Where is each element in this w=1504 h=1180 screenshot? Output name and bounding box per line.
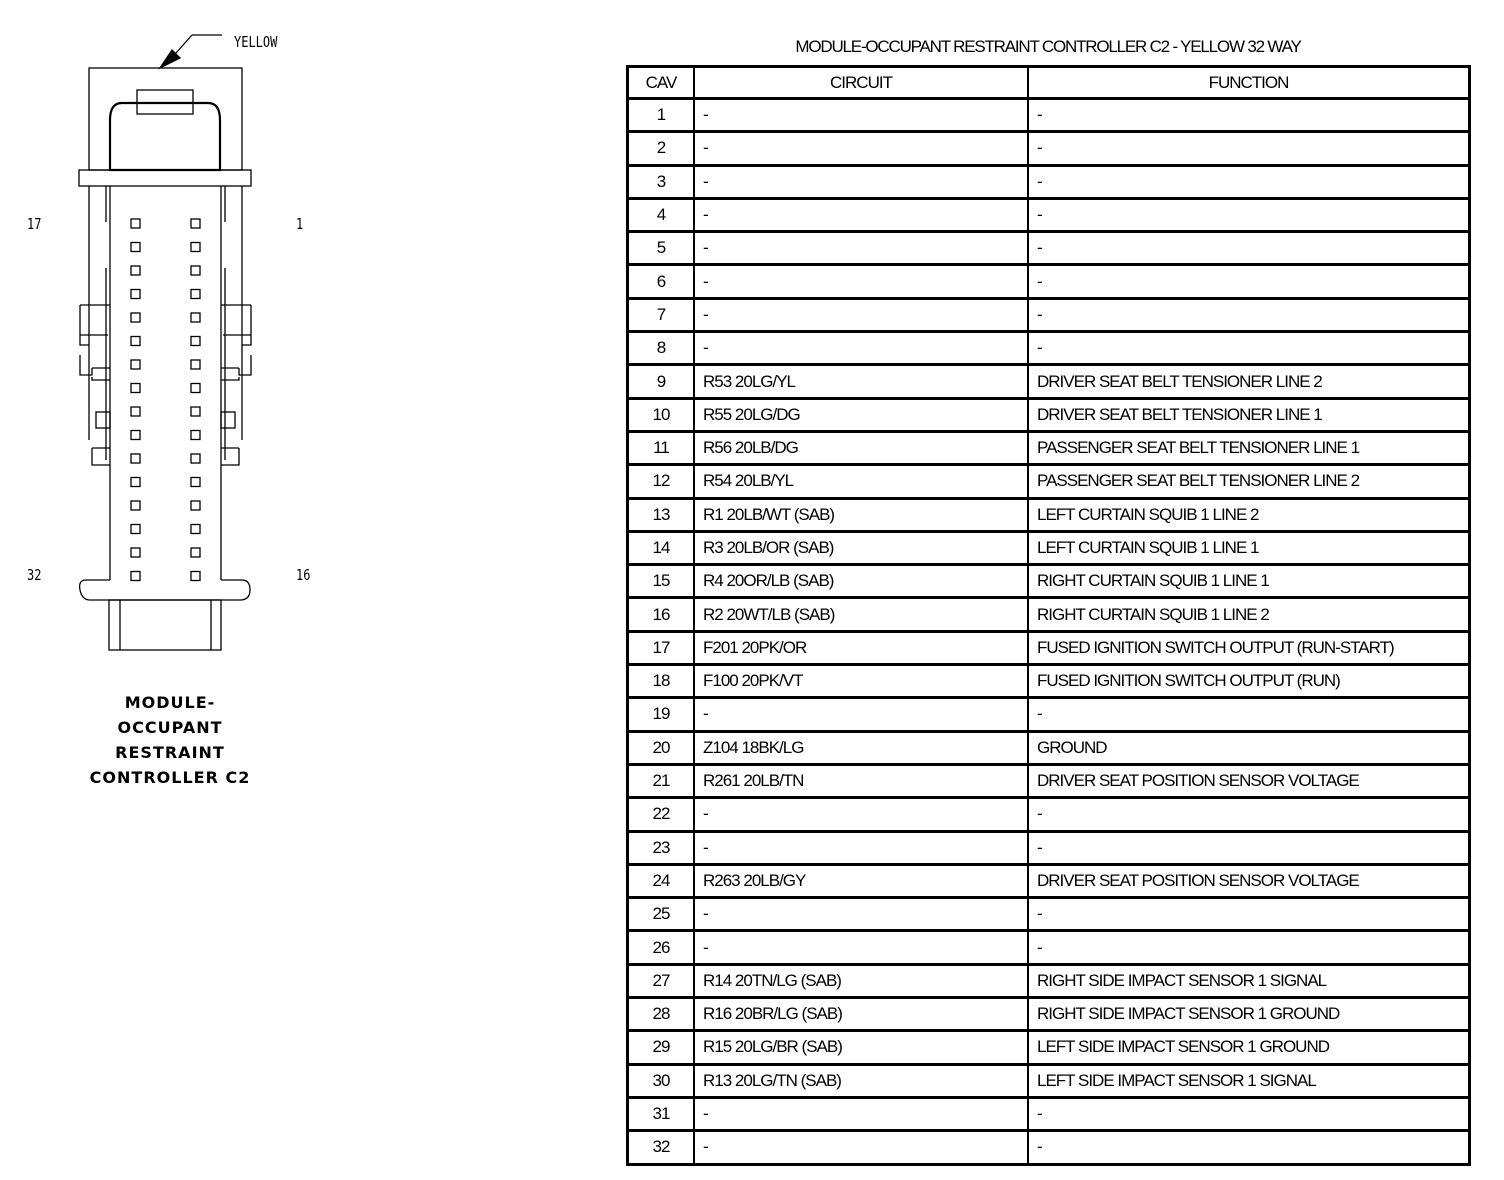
circuit-cell: R56 20LB/DG	[694, 431, 1028, 464]
function-cell: -	[1028, 831, 1470, 864]
circuit-cell: F100 20PK/VT	[694, 665, 1028, 698]
circuit-cell: -	[694, 1131, 1028, 1164]
function-cell: LEFT SIDE IMPACT SENSOR 1 SIGNAL	[1028, 1064, 1470, 1097]
circuit-cell: -	[694, 798, 1028, 831]
circuit-cell: -	[694, 99, 1028, 132]
pin-label-17: 17	[27, 215, 42, 233]
function-cell: DRIVER SEAT BELT TENSIONER LINE 2	[1028, 365, 1470, 398]
table-row	[628, 232, 1470, 265]
function-cell: -	[1028, 698, 1470, 731]
cav-cell: 6	[628, 265, 695, 298]
header-cav: CAV	[628, 67, 695, 99]
cavity	[131, 525, 140, 534]
cav-cell: 30	[628, 1064, 695, 1097]
circuit-cell: R53 20LG/YL	[694, 365, 1028, 398]
circuit-cell: -	[694, 132, 1028, 165]
cav-cell: 9	[628, 365, 695, 398]
table-row	[628, 198, 1470, 231]
table-row	[628, 265, 1470, 298]
circuit-cell: R1 20LB/WT (SAB)	[694, 498, 1028, 531]
table-row	[628, 764, 1470, 797]
pin-label-1: 1	[296, 215, 304, 233]
cavity	[191, 407, 200, 416]
cav-cell: 3	[628, 165, 695, 198]
function-cell: -	[1028, 1097, 1470, 1130]
table-row	[628, 864, 1470, 897]
table-row	[628, 298, 1470, 331]
circuit-cell: -	[694, 232, 1028, 265]
cavity	[191, 478, 200, 487]
cav-cell: 8	[628, 332, 695, 365]
circuit-cell: R15 20LG/BR (SAB)	[694, 1031, 1028, 1064]
cavity	[131, 407, 140, 416]
cavity	[191, 572, 200, 581]
cavity	[131, 384, 140, 393]
cav-cell: 29	[628, 1031, 695, 1064]
cavity	[131, 431, 140, 440]
circuit-cell: R14 20TN/LG (SAB)	[694, 964, 1028, 997]
table-row	[628, 99, 1470, 132]
table-row	[628, 531, 1470, 564]
caption-line: RESTRAINT	[115, 743, 225, 762]
cav-cell: 21	[628, 764, 695, 797]
cavity	[191, 384, 200, 393]
cav-cell: 2	[628, 132, 695, 165]
circuit-cell: -	[694, 265, 1028, 298]
cav-cell: 28	[628, 998, 695, 1031]
cavity	[131, 337, 140, 346]
cavity	[191, 525, 200, 534]
table-header-row	[628, 67, 1470, 99]
function-cell: -	[1028, 931, 1470, 964]
cav-cell: 11	[628, 431, 695, 464]
table-row	[628, 631, 1470, 664]
function-cell: -	[1028, 132, 1470, 165]
cav-cell: 24	[628, 864, 695, 897]
cav-cell: 19	[628, 698, 695, 731]
table-row	[628, 365, 1470, 398]
circuit-cell: -	[694, 165, 1028, 198]
table-row	[628, 1064, 1470, 1097]
cav-cell: 22	[628, 798, 695, 831]
cavity	[191, 219, 200, 228]
cavity-grid	[131, 219, 200, 581]
cav-cell: 32	[628, 1131, 695, 1164]
function-cell: RIGHT SIDE IMPACT SENSOR 1 GROUND	[1028, 998, 1470, 1031]
cavity	[191, 337, 200, 346]
table-row	[628, 431, 1470, 464]
arrow-icon	[160, 35, 222, 68]
table-row	[628, 1031, 1470, 1064]
cavity	[131, 290, 140, 299]
circuit-cell: R13 20LG/TN (SAB)	[694, 1064, 1028, 1097]
pin-label-32: 32	[27, 566, 42, 584]
circuit-cell: F201 20PK/OR	[694, 631, 1028, 664]
cavity	[131, 313, 140, 322]
function-cell: LEFT CURTAIN SQUIB 1 LINE 1	[1028, 531, 1470, 564]
function-cell: DRIVER SEAT POSITION SENSOR VOLTAGE	[1028, 864, 1470, 897]
cav-cell: 13	[628, 498, 695, 531]
table-row	[628, 465, 1470, 498]
function-cell: RIGHT CURTAIN SQUIB 1 LINE 2	[1028, 598, 1470, 631]
table-row	[628, 598, 1470, 631]
function-cell: -	[1028, 198, 1470, 231]
circuit-cell: -	[694, 831, 1028, 864]
connector-caption	[60, 690, 280, 790]
function-cell: -	[1028, 165, 1470, 198]
circuit-cell: -	[694, 1097, 1028, 1130]
cavity	[191, 360, 200, 369]
circuit-cell: -	[694, 298, 1028, 331]
cavity	[191, 243, 200, 252]
cavity	[131, 266, 140, 275]
circuit-cell: R261 20LB/TN	[694, 764, 1028, 797]
pin-label-16: 16	[296, 566, 311, 584]
cav-cell: 26	[628, 931, 695, 964]
function-cell: RIGHT CURTAIN SQUIB 1 LINE 1	[1028, 565, 1470, 598]
cav-cell: 23	[628, 831, 695, 864]
circuit-cell: Z104 18BK/LG	[694, 731, 1028, 764]
function-cell: DRIVER SEAT BELT TENSIONER LINE 1	[1028, 398, 1470, 431]
header-circuit: CIRCUIT	[694, 67, 1028, 99]
cavity	[191, 454, 200, 463]
cav-cell: 20	[628, 731, 695, 764]
cav-cell: 15	[628, 565, 695, 598]
circuit-cell: -	[694, 332, 1028, 365]
function-cell: DRIVER SEAT POSITION SENSOR VOLTAGE	[1028, 764, 1470, 797]
cavity	[131, 572, 140, 581]
circuit-cell: R2 20WT/LB (SAB)	[694, 598, 1028, 631]
circuit-cell: -	[694, 931, 1028, 964]
function-cell: -	[1028, 798, 1470, 831]
function-cell: FUSED IGNITION SWITCH OUTPUT (RUN-START)	[1028, 631, 1470, 664]
cav-cell: 25	[628, 898, 695, 931]
table-row	[628, 898, 1470, 931]
table-row	[628, 165, 1470, 198]
function-cell: -	[1028, 265, 1470, 298]
circuit-cell: R4 20OR/LB (SAB)	[694, 565, 1028, 598]
table-row	[628, 398, 1470, 431]
header-function: FUNCTION	[1028, 67, 1470, 99]
function-cell: RIGHT SIDE IMPACT SENSOR 1 SIGNAL	[1028, 964, 1470, 997]
caption-line: CONTROLLER C2	[89, 768, 251, 787]
function-cell: LEFT CURTAIN SQUIB 1 LINE 2	[1028, 498, 1470, 531]
table-title: MODULE-OCCUPANT RESTRAINT CONTROLLER C2 - YELLOW 32 WAY	[795, 37, 1301, 56]
cav-cell: 14	[628, 531, 695, 564]
function-cell: -	[1028, 1131, 1470, 1164]
cav-cell: 18	[628, 665, 695, 698]
cavity	[131, 478, 140, 487]
cavity	[191, 266, 200, 275]
connector-drawing	[0, 0, 340, 670]
cavity	[131, 243, 140, 252]
circuit-cell: R3 20LB/OR (SAB)	[694, 531, 1028, 564]
cav-cell: 5	[628, 232, 695, 265]
table-row	[628, 332, 1470, 365]
cavity	[191, 501, 200, 510]
circuit-cell: R55 20LG/DG	[694, 398, 1028, 431]
cavity	[191, 431, 200, 440]
circuit-cell: -	[694, 198, 1028, 231]
table-row	[628, 665, 1470, 698]
caption-line: OCCUPANT	[117, 718, 223, 737]
circuit-cell: R16 20BR/LG (SAB)	[694, 998, 1028, 1031]
function-cell: -	[1028, 99, 1470, 132]
cavity	[131, 454, 140, 463]
circuit-cell: -	[694, 698, 1028, 731]
circuit-cell: R54 20LB/YL	[694, 465, 1028, 498]
circuit-cell: -	[694, 898, 1028, 931]
cav-cell: 31	[628, 1097, 695, 1130]
cavity	[191, 290, 200, 299]
cav-cell: 16	[628, 598, 695, 631]
circuit-cell: R263 20LB/GY	[694, 864, 1028, 897]
table-row	[628, 731, 1470, 764]
cav-cell: 1	[628, 99, 695, 132]
cav-cell: 10	[628, 398, 695, 431]
table-row	[628, 798, 1470, 831]
table-row	[628, 998, 1470, 1031]
table-row	[628, 698, 1470, 731]
table-row	[628, 964, 1470, 997]
function-cell: GROUND	[1028, 731, 1470, 764]
cav-cell: 17	[628, 631, 695, 664]
table-row	[628, 831, 1470, 864]
cav-cell: 12	[628, 465, 695, 498]
function-cell: -	[1028, 898, 1470, 931]
function-cell: FUSED IGNITION SWITCH OUTPUT (RUN)	[1028, 665, 1470, 698]
table-row	[628, 1097, 1470, 1130]
table-row	[628, 565, 1470, 598]
function-cell: PASSENGER SEAT BELT TENSIONER LINE 2	[1028, 465, 1470, 498]
function-cell: LEFT SIDE IMPACT SENSOR 1 GROUND	[1028, 1031, 1470, 1064]
cav-cell: 4	[628, 198, 695, 231]
cavity	[131, 548, 140, 557]
function-cell: -	[1028, 332, 1470, 365]
pinout-table	[626, 65, 1471, 1166]
cavity	[131, 360, 140, 369]
cavity	[131, 501, 140, 510]
function-cell: PASSENGER SEAT BELT TENSIONER LINE 1	[1028, 431, 1470, 464]
function-cell: -	[1028, 298, 1470, 331]
cav-cell: 7	[628, 298, 695, 331]
cav-cell: 27	[628, 964, 695, 997]
table-row	[628, 498, 1470, 531]
table-row	[628, 931, 1470, 964]
table-row	[628, 1131, 1470, 1164]
function-cell: -	[1028, 232, 1470, 265]
color-label: YELLOW	[234, 33, 278, 51]
cavity	[131, 219, 140, 228]
table-row	[628, 132, 1470, 165]
cavity	[191, 548, 200, 557]
caption-line: MODULE-	[124, 693, 216, 712]
cavity	[191, 313, 200, 322]
